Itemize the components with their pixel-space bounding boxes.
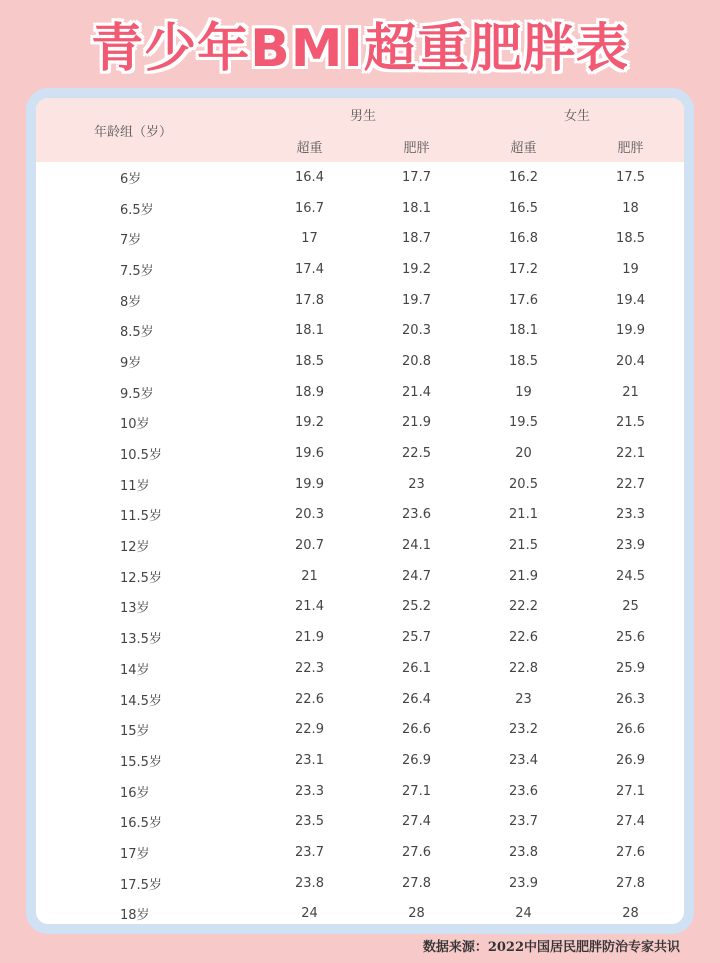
- age-cell: 10.5岁: [120, 448, 162, 464]
- age-cell: 15岁: [120, 724, 150, 740]
- male-obese-cell: 26.6: [402, 722, 431, 738]
- female-obese-cell: 18: [622, 200, 639, 216]
- female-obese-cell: 18.5: [616, 231, 645, 247]
- male-overweight-cell: 23.1: [295, 752, 324, 768]
- table-row: [36, 653, 684, 684]
- female-overweight-cell: 23.2: [509, 722, 538, 738]
- male-obese-cell: 18.7: [402, 231, 431, 247]
- age-cell: 13.5岁: [120, 632, 162, 648]
- age-cell: 8.5岁: [120, 325, 154, 341]
- male-overweight-cell: 22.9: [295, 722, 324, 738]
- male-overweight-cell: 20.3: [295, 507, 324, 523]
- male-overweight-cell: 16.7: [295, 200, 324, 216]
- female-obese-cell: 25.6: [616, 630, 645, 646]
- table-row: [36, 193, 684, 224]
- male-overweight-cell: 19.9: [295, 476, 324, 492]
- page-title: 青少年BMI超重肥胖表: [91, 19, 629, 79]
- female-overweight-cell: 17.2: [509, 261, 538, 277]
- female-overweight-cell: 16.5: [509, 200, 538, 216]
- male-overweight-cell: 23.7: [295, 844, 324, 860]
- female-overweight-cell: 23.8: [509, 844, 538, 860]
- table-row: [36, 837, 684, 868]
- male-obese-cell: 17.7: [402, 169, 431, 185]
- female-overweight-cell: 21.1: [509, 507, 538, 523]
- male-obese-cell: 27.6: [402, 844, 431, 860]
- female-overweight-cell: 20.5: [509, 476, 538, 492]
- male-overweight-cell: 23.5: [295, 814, 324, 830]
- age-cell: 16岁: [120, 785, 150, 801]
- female-obese-cell: 27.8: [616, 875, 645, 891]
- male-obese-cell: 25.2: [402, 599, 431, 615]
- table-row: [36, 500, 684, 531]
- table-row: [36, 469, 684, 500]
- male-obese-cell: 24.7: [402, 568, 431, 584]
- female-obese-cell: 19.4: [616, 292, 645, 308]
- female-header: 女生: [470, 98, 684, 130]
- age-cell: 15.5岁: [120, 754, 162, 770]
- age-cell: 7岁: [120, 233, 142, 249]
- age-cell: 16.5岁: [120, 816, 162, 832]
- bmi-table: [36, 98, 684, 924]
- age-cell: 12.5岁: [120, 570, 162, 586]
- female-obese-cell: 23.9: [616, 538, 645, 554]
- age-cell: 7.5岁: [120, 263, 154, 279]
- age-cell: 12岁: [120, 540, 150, 556]
- table-row: [36, 438, 684, 469]
- age-cell: 11岁: [120, 478, 150, 494]
- female-overweight-cell: 23.6: [509, 783, 538, 799]
- female-obese-cell: 22.1: [616, 446, 645, 462]
- male-overweight-cell: 23.8: [295, 875, 324, 891]
- table-row: [36, 776, 684, 807]
- female-overweight-cell: 21.5: [509, 538, 538, 554]
- female-overweight-cell: 18.5: [509, 353, 538, 369]
- female-overweight-cell: 19.5: [509, 415, 538, 431]
- table-header: [36, 98, 684, 162]
- female-overweight-header: 超重: [470, 130, 577, 162]
- age-cell: 17.5岁: [120, 877, 162, 893]
- male-obese-cell: 24.1: [402, 538, 431, 554]
- female-overweight-cell: 23.4: [509, 752, 538, 768]
- female-obese-cell: 21: [622, 384, 639, 400]
- table-row: [36, 561, 684, 592]
- male-obese-cell: 28: [408, 906, 425, 922]
- male-overweight-cell: 17.8: [295, 292, 324, 308]
- table-row: [36, 377, 684, 408]
- female-obese-cell: 20.4: [616, 353, 645, 369]
- table-row: [36, 408, 684, 439]
- female-obese-cell: 23.3: [616, 507, 645, 523]
- male-obese-cell: 20.8: [402, 353, 431, 369]
- male-overweight-cell: 22.6: [295, 691, 324, 707]
- female-overweight-cell: 17.6: [509, 292, 538, 308]
- male-obese-cell: 21.9: [402, 415, 431, 431]
- male-overweight-cell: 22.3: [295, 660, 324, 676]
- female-obese-cell: 19: [622, 261, 639, 277]
- age-cell: 9岁: [120, 355, 142, 371]
- female-obese-cell: 25: [622, 599, 639, 615]
- male-header: 男生: [256, 98, 470, 130]
- female-overweight-cell: 20: [515, 446, 532, 462]
- male-obese-cell: 20.3: [402, 323, 431, 339]
- age-cell: 13岁: [120, 601, 150, 617]
- female-obese-cell: 24.5: [616, 568, 645, 584]
- male-obese-cell: 23.6: [402, 507, 431, 523]
- male-obese-cell: 19.7: [402, 292, 431, 308]
- male-overweight-cell: 21.9: [295, 630, 324, 646]
- table-row: [36, 162, 684, 193]
- female-obese-cell: 21.5: [616, 415, 645, 431]
- female-overweight-cell: 18.1: [509, 323, 538, 339]
- table-row: [36, 530, 684, 561]
- female-obese-cell: 27.4: [616, 814, 645, 830]
- female-obese-header: 肥胖: [577, 130, 684, 162]
- male-overweight-cell: 21.4: [295, 599, 324, 615]
- age-cell: 17岁: [120, 846, 150, 862]
- table-row: [36, 745, 684, 776]
- male-overweight-cell: 16.4: [295, 169, 324, 185]
- male-overweight-cell: 19.6: [295, 446, 324, 462]
- male-obese-cell: 26.1: [402, 660, 431, 676]
- table-row: [36, 622, 684, 653]
- table-row: [36, 899, 684, 925]
- age-cell: 14.5岁: [120, 693, 162, 709]
- age-cell: 18岁: [120, 908, 150, 924]
- male-obese-cell: 27.1: [402, 783, 431, 799]
- female-overweight-cell: 23.9: [509, 875, 538, 891]
- female-overweight-cell: 16.8: [509, 231, 538, 247]
- male-obese-cell: 27.4: [402, 814, 431, 830]
- female-obese-cell: 17.5: [616, 169, 645, 185]
- age-cell: 11.5岁: [120, 509, 162, 525]
- table-row: [36, 592, 684, 623]
- male-overweight-cell: 18.5: [295, 353, 324, 369]
- female-overweight-cell: 23: [515, 691, 532, 707]
- age-cell: 8岁: [120, 294, 142, 310]
- male-overweight-cell: 19.2: [295, 415, 324, 431]
- male-obese-cell: 21.4: [402, 384, 431, 400]
- age-cell: 6.5岁: [120, 202, 154, 218]
- female-overweight-cell: 22.2: [509, 599, 538, 615]
- age-cell: 9.5岁: [120, 386, 154, 402]
- female-overweight-cell: 23.7: [509, 814, 538, 830]
- male-overweight-cell: 20.7: [295, 538, 324, 554]
- female-overweight-cell: 22.6: [509, 630, 538, 646]
- male-obese-header: 肥胖: [363, 130, 470, 162]
- male-overweight-cell: 23.3: [295, 783, 324, 799]
- female-overweight-cell: 19: [515, 384, 532, 400]
- male-obese-cell: 26.9: [402, 752, 431, 768]
- male-overweight-cell: 18.9: [295, 384, 324, 400]
- female-overweight-cell: 22.8: [509, 660, 538, 676]
- male-obese-cell: 27.8: [402, 875, 431, 891]
- female-overweight-cell: 21.9: [509, 568, 538, 584]
- table-card: [26, 88, 694, 934]
- age-cell: 6岁: [120, 171, 142, 187]
- female-obese-cell: 25.9: [616, 660, 645, 676]
- female-obese-cell: 27.6: [616, 844, 645, 860]
- table-card-inner: [36, 98, 684, 924]
- male-overweight-cell: 21: [301, 568, 318, 584]
- male-obese-cell: 23: [408, 476, 425, 492]
- table-row: [36, 315, 684, 346]
- male-overweight-cell: 24: [301, 906, 318, 922]
- female-overweight-cell: 16.2: [509, 169, 538, 185]
- table-body: [36, 162, 684, 924]
- table-row: [36, 285, 684, 316]
- table-row: [36, 868, 684, 899]
- age-group-header: 年龄组（岁）: [36, 98, 256, 162]
- table-row: [36, 684, 684, 715]
- male-overweight-cell: 17.4: [295, 261, 324, 277]
- male-overweight-cell: 17: [301, 231, 318, 247]
- table-row: [36, 806, 684, 837]
- female-obese-cell: 26.6: [616, 722, 645, 738]
- male-overweight-cell: 18.1: [295, 323, 324, 339]
- age-cell: 10岁: [120, 417, 150, 433]
- male-obese-cell: 22.5: [402, 446, 431, 462]
- age-cell: 14岁: [120, 662, 150, 678]
- female-overweight-cell: 24: [515, 906, 532, 922]
- male-obese-cell: 18.1: [402, 200, 431, 216]
- data-source-note: 数据来源：2022中国居民肥胖防治专家共识: [422, 940, 680, 955]
- female-obese-cell: 22.7: [616, 476, 645, 492]
- table-row: [36, 346, 684, 377]
- table-row: [36, 223, 684, 254]
- table-row: [36, 254, 684, 285]
- female-obese-cell: 26.9: [616, 752, 645, 768]
- male-overweight-header: 超重: [256, 130, 363, 162]
- male-obese-cell: 25.7: [402, 630, 431, 646]
- female-obese-cell: 26.3: [616, 691, 645, 707]
- male-obese-cell: 26.4: [402, 691, 431, 707]
- female-obese-cell: 27.1: [616, 783, 645, 799]
- table-row: [36, 714, 684, 745]
- female-obese-cell: 28: [622, 906, 639, 922]
- female-obese-cell: 19.9: [616, 323, 645, 339]
- male-obese-cell: 19.2: [402, 261, 431, 277]
